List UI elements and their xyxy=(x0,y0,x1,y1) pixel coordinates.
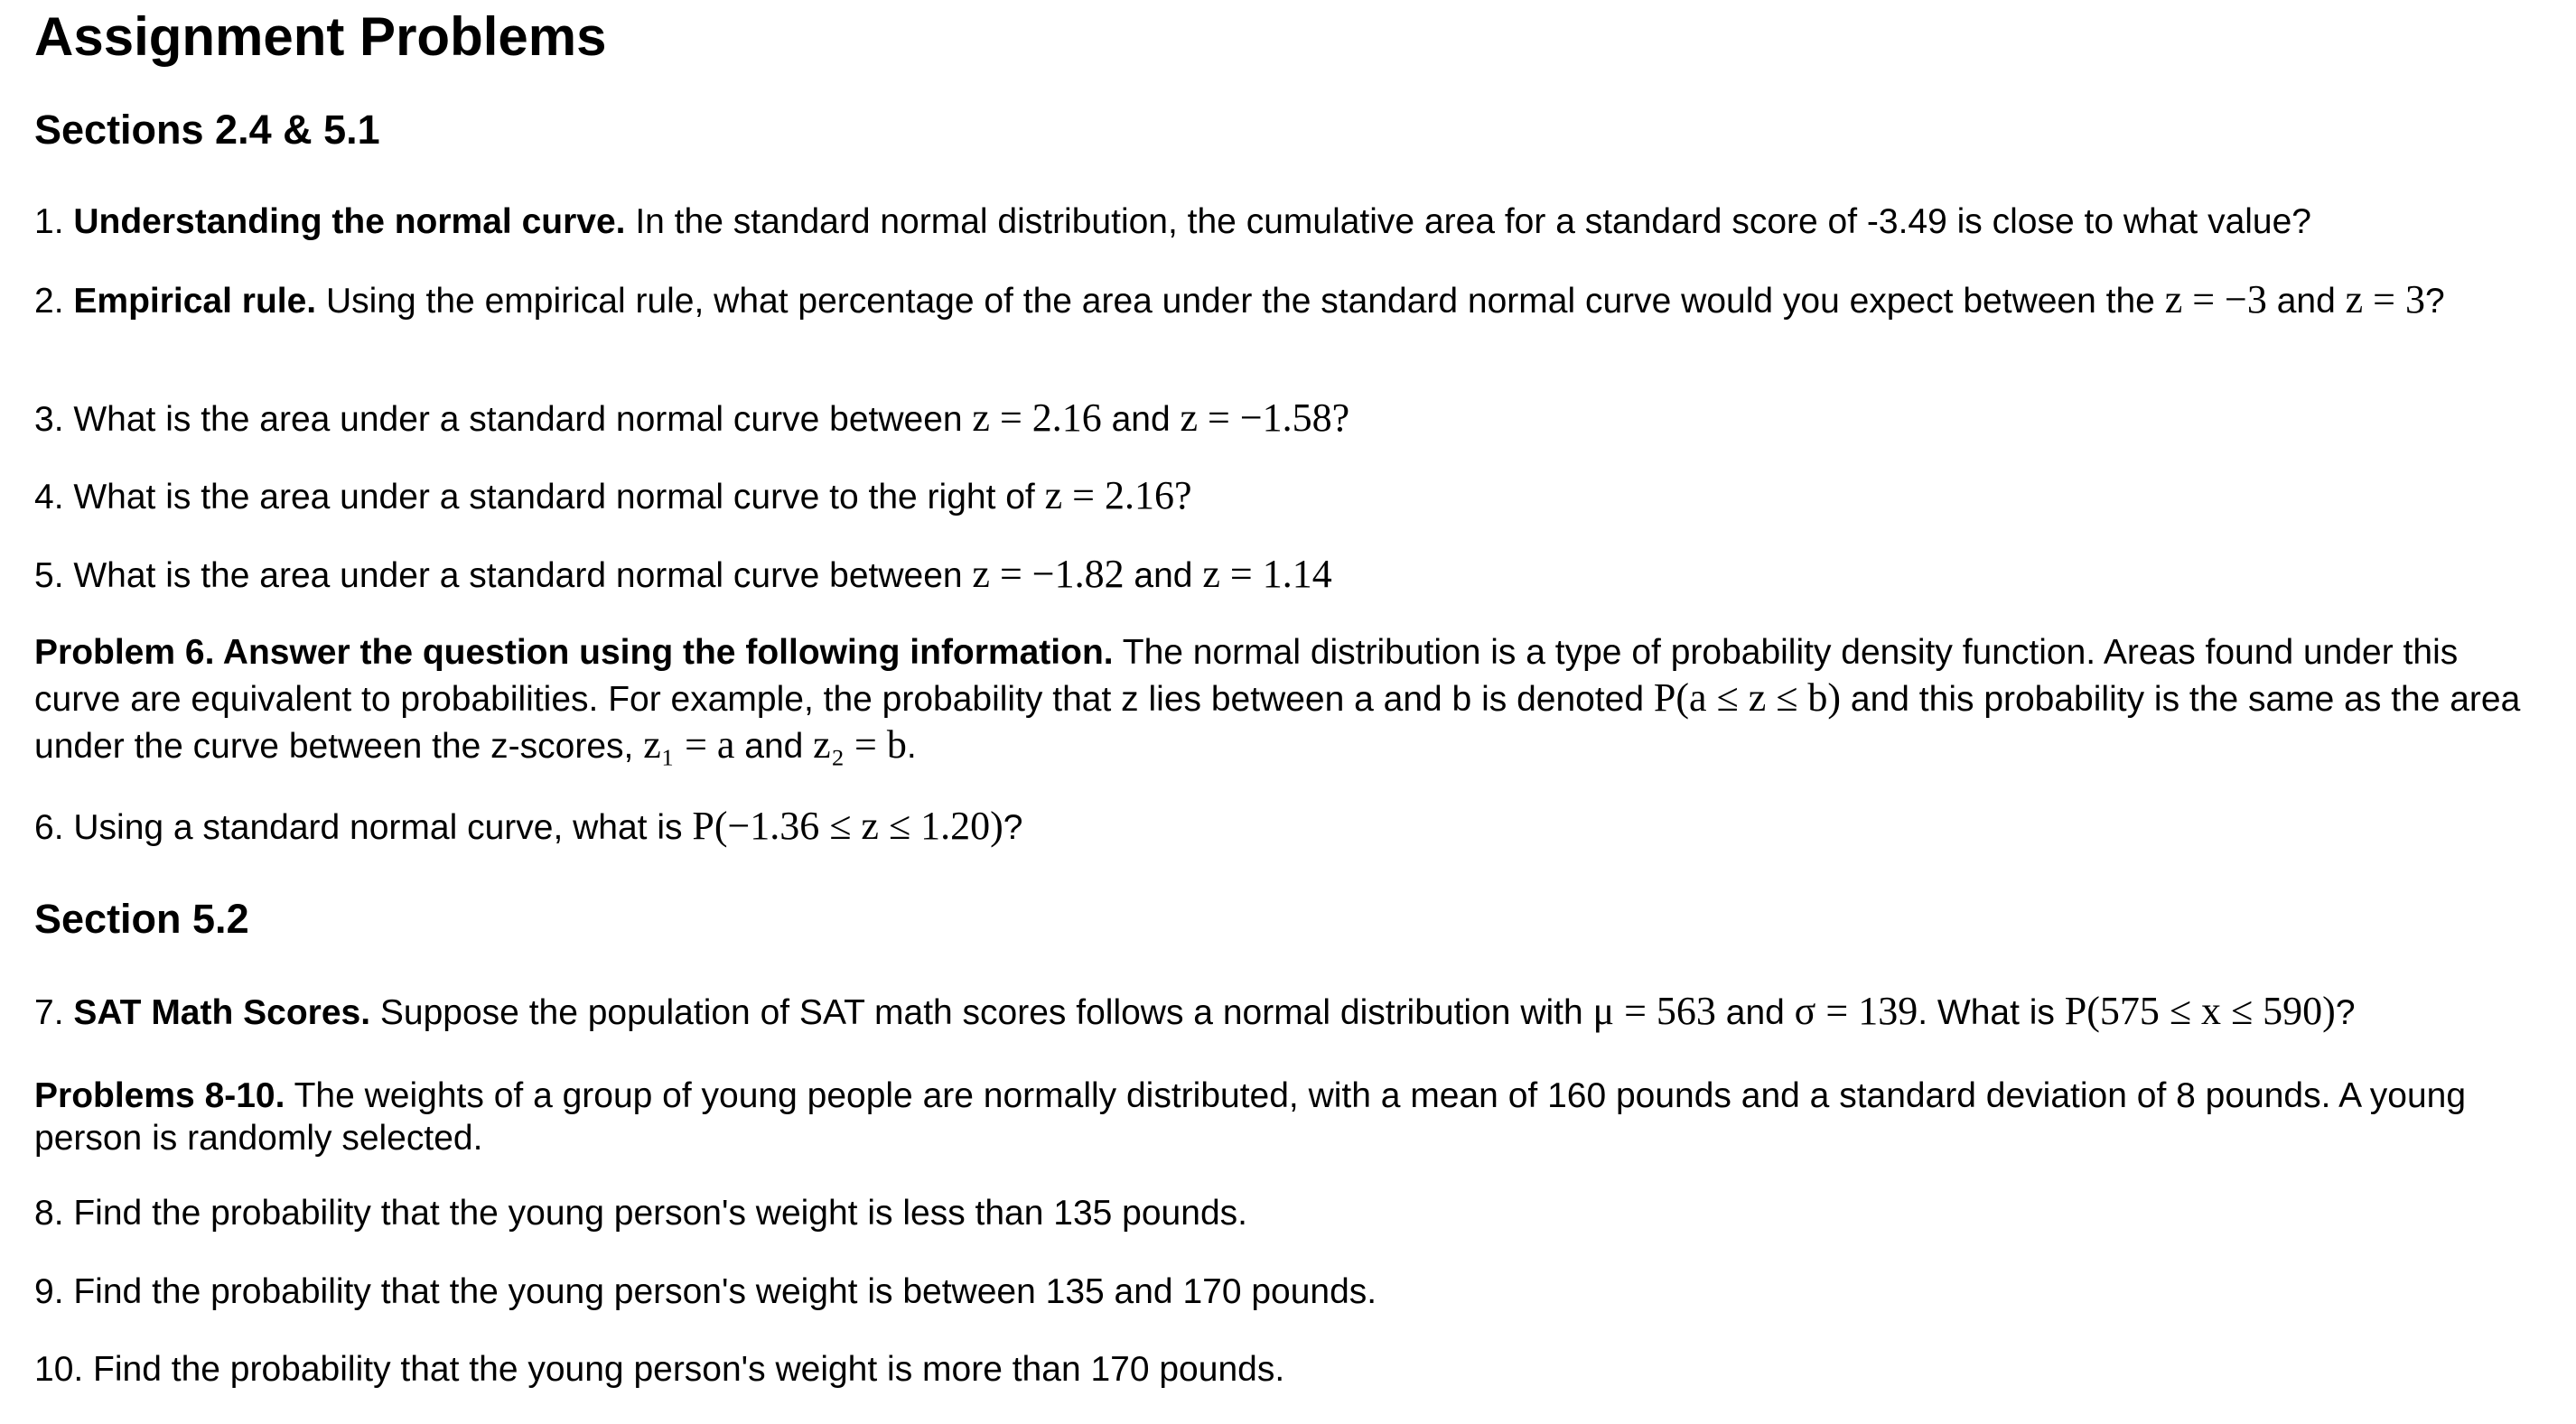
text: ? xyxy=(1003,808,1023,847)
math-expression: P(575 ≤ x ≤ 590) xyxy=(2064,989,2336,1033)
math-expression: z = 2.16? xyxy=(1044,473,1192,517)
text: 3. What is the area under a standard normal curve between xyxy=(34,400,973,439)
math-expression: P(−1.36 ≤ z ≤ 1.20) xyxy=(692,804,1003,848)
text: Suppose the population of SAT math scores follows a normal distribution with xyxy=(370,993,1593,1032)
text: 4. What is the area under a standard normal curve to the right of xyxy=(34,478,1045,517)
text: Using the empirical rule, what percentage of the area under the standard normal curve would you expect between the xyxy=(316,282,2165,321)
text: 7. xyxy=(34,993,74,1032)
math-expression: z = 2.16 xyxy=(972,396,1102,440)
text: 9. Find the probability that the young person's weight is between 135 and 170 pounds. xyxy=(34,1272,1377,1311)
bold-lead: Problems 8-10. xyxy=(34,1076,285,1115)
problem-3 xyxy=(34,396,2540,441)
section-heading-2-4-5-1: Sections 2.4 & 5.1 xyxy=(34,107,380,153)
text: ? xyxy=(2424,282,2445,321)
text: and xyxy=(1124,556,1203,595)
math-expression: z = 3 xyxy=(2345,277,2425,321)
problem-1 xyxy=(34,200,2540,243)
text: The weights of a group of young people are normally distributed, with a mean of 160 pounds and a standard deviation of 8 pounds. A young person is randomly selected. xyxy=(34,1076,2467,1158)
problems-8-10-info xyxy=(34,1075,2540,1159)
page-title: Assignment Problems xyxy=(34,6,607,67)
text: 2. xyxy=(34,282,74,321)
text: The normal distribution is a type of probability density function. Areas found under this curve are equivalent to probabilities. For example, the probability that z lies between a and b is denoted xyxy=(34,633,2459,719)
bold-lead: Understanding the normal curve. xyxy=(73,202,626,241)
math-expression: z = −3 xyxy=(2164,277,2267,321)
text: 1. xyxy=(34,202,74,241)
text: ? xyxy=(2335,993,2356,1032)
problem-6 xyxy=(34,805,2540,849)
problem-6-info xyxy=(34,630,2540,769)
problem-10 xyxy=(34,1348,2540,1391)
math-expression: z = −1.58? xyxy=(1180,396,1350,440)
text: 10. Find the probability that the young person's weight is more than 170 pounds. xyxy=(34,1350,1285,1389)
text: and xyxy=(734,727,814,766)
text: . What is xyxy=(1918,993,2065,1032)
problem-4 xyxy=(34,474,2540,518)
text: and xyxy=(1101,400,1181,439)
problem-5 xyxy=(34,553,2540,597)
math-expression: z = 1.14 xyxy=(1202,552,1332,596)
math-expression: P(a ≤ z ≤ b) xyxy=(1653,675,1842,720)
text: and xyxy=(1715,993,1795,1032)
text: and this probability is the same as the area under the curve between the z-scores, xyxy=(34,680,2521,766)
text: 6. Using a standard normal curve, what is xyxy=(34,808,693,847)
bold-lead: Problem 6. Answer the question using the following information. xyxy=(34,633,1114,672)
text: 8. Find the probability that the young person's weight is less than 135 pounds. xyxy=(34,1194,1247,1233)
bold-lead: SAT Math Scores. xyxy=(73,993,371,1032)
math-expression: μ = 563 xyxy=(1592,989,1716,1033)
section-heading-5-2: Section 5.2 xyxy=(34,896,249,942)
math-expression: σ = 139 xyxy=(1794,989,1918,1033)
problem-8 xyxy=(34,1192,2540,1234)
math-expression: z₁ = a xyxy=(643,722,735,767)
text: and xyxy=(2266,282,2346,321)
text: . xyxy=(906,727,917,766)
bold-lead: Empirical rule. xyxy=(73,282,317,321)
text: 5. What is the area under a standard normal curve between xyxy=(34,556,973,595)
problem-7 xyxy=(34,990,2540,1034)
math-expression: z = −1.82 xyxy=(972,552,1125,596)
text: In the standard normal distribution, the cumulative area for a standard score of -3.49 is close to what value? xyxy=(625,202,2311,241)
problem-2 xyxy=(34,278,2540,322)
math-expression: z₂ = b xyxy=(813,722,907,767)
problem-9 xyxy=(34,1270,2540,1313)
